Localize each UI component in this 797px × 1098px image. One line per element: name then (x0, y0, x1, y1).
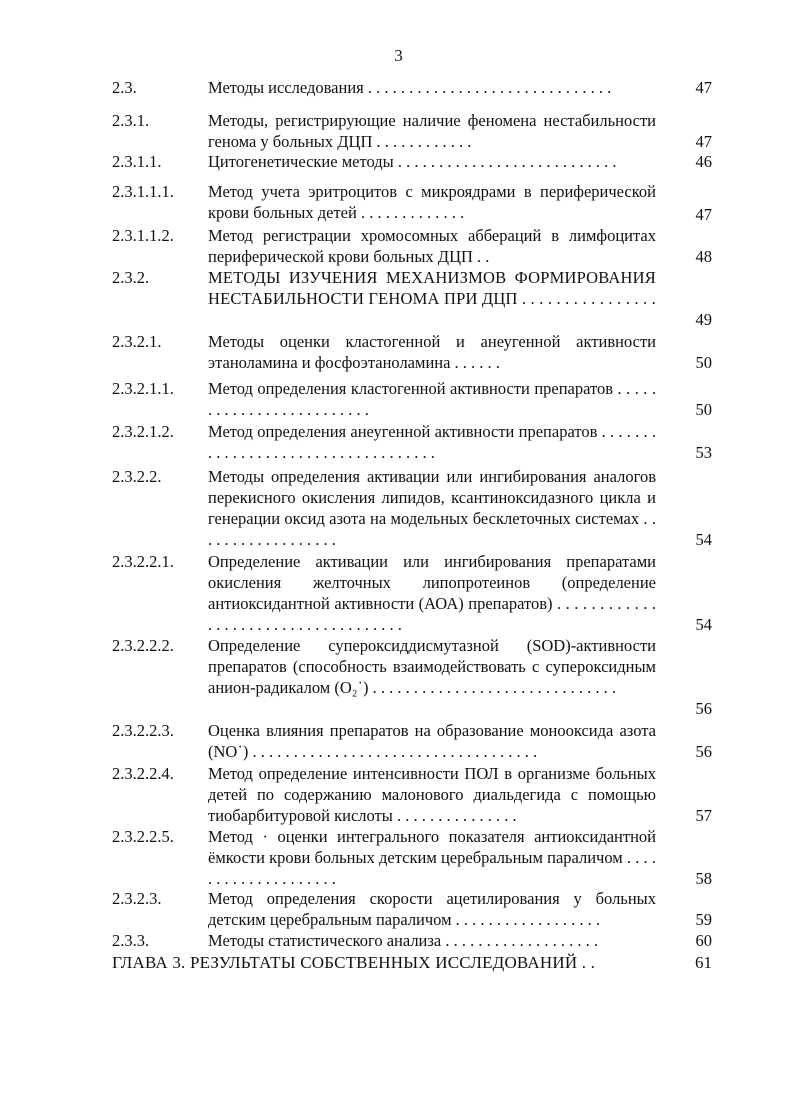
section-page: 49 (695, 310, 712, 329)
section-number: 2.3.2.1.1. (112, 379, 174, 398)
section-title: Цитогенетические методы . . . . . . . . . . . . . . . . . . . . . . . . . . . (208, 152, 617, 171)
section-title: Метод определение интенсивности ПОЛ в организме больных детей по содержанию малонового диальдегида с помощью тиобарбитуровой кислоты . . . . . . . . . . . . . . . (208, 764, 656, 825)
section-page: 53 (695, 443, 712, 462)
section-number: 2.3.2.1. (112, 332, 162, 351)
section-page: 47 (695, 78, 712, 97)
section-title: Определение активации или ингибирования препаратами окисления желточных липопротеинов (определение антиоксидантной активности (АОА) препаратов) . . . . . . . . . . . . . . . . . . . . . . . . . . . . . . . . . . . . (208, 552, 656, 634)
section-page: 58 (695, 869, 712, 888)
section-page: 48 (695, 247, 712, 266)
section-page: 57 (695, 806, 712, 825)
section-number: 2.3.1.1.2. (112, 226, 174, 245)
page-number: 3 (394, 46, 403, 65)
section-page: 50 (695, 353, 712, 372)
section-number: 2.3.2.1.2. (112, 422, 174, 441)
section-page: 54 (695, 615, 712, 634)
section-number: 2.3.2.2.3. (112, 721, 174, 740)
section-title: Метод определения скорости ацетилирования у больных детским церебральным параличом . . . . . . . . . . . . . . . . . . (208, 889, 656, 929)
section-title: Методы исследования . . . . . . . . . . . . . . . . . . . . . . . . . . . . . . (208, 78, 612, 97)
section-number: 2.3.2.2. (112, 467, 162, 486)
section-page: 47 (695, 205, 712, 224)
section-title: Метод учета эритроцитов с микроядрами в периферической крови больных детей . . . . . . . . . . . . . (208, 182, 656, 222)
section-number: 2.3.2. (112, 268, 150, 287)
chapter-page: 61 (695, 953, 712, 972)
section-title: Оценка влияния препаратов на образование монооксида азота (NO˙) . . . . . . . . . . . . . . . . . . . . . . . . . . . . . . . . . . . (208, 721, 656, 761)
section-number: 2.3.2.2.4. (112, 764, 174, 783)
section-number: 2.3.2.2.5. (112, 827, 174, 846)
section-title: МЕТОДЫ ИЗУЧЕНИЯ МЕХАНИЗМОВ ФОРМИРОВАНИЯ НЕСТАБИЛЬНОСТИ ГЕНОМА ПРИ ДЦП . . . . . . . . . . . . . . . . (208, 268, 656, 308)
section-page: 46 (695, 152, 712, 171)
section-page: 47 (695, 132, 712, 151)
chapter-title: ГЛАВА 3. РЕЗУЛЬТАТЫ СОБСТВЕННЫХ ИССЛЕДОВАНИЙ . . (112, 953, 596, 972)
section-title: Метод регистрации хромосомных абберaций в лимфоцитах периферической крови больных ДЦП . . (208, 226, 656, 266)
section-number: 2.3.1.1.1. (112, 182, 174, 201)
section-page: 60 (695, 931, 712, 950)
section-number: 2.3.1.1. (112, 152, 162, 171)
section-page: 59 (695, 910, 712, 929)
section-title: Методы определения активации или ингибирования аналогов перекисного окисления липидов, ксантиноксидазного цикла и генерации оксид азота на модельных бесклеточных системах . . . . . . . . . . . . . . . . . . (208, 467, 656, 549)
section-page: 56 (695, 742, 712, 761)
section-title: Методы статистического анализа . . . . . . . . . . . . . . . . . . . (208, 931, 598, 950)
section-page: 56 (695, 699, 712, 718)
section-title: Методы, регистрирующие наличие феномена нестабильности генома у больных ДЦП . . . . . . . . . . . . (208, 111, 656, 151)
section-page: 54 (695, 530, 712, 549)
section-title: Метод определения анеугенной активности препаратов . . . . . . . . . . . . . . . . . . . . . . . . . . . . . . . . . . . (208, 422, 656, 462)
section-page: 50 (695, 400, 712, 419)
section-title: Метод определения кластогенной активности препаратов . . . . . . . . . . . . . . . . . . . . . . . . . (208, 379, 656, 419)
section-number: 2.3.3. (112, 931, 150, 950)
section-title: Методы оценки кластогенной и анеугенной активности этаноламина и фосфоэтаноламина . . . . . . (208, 332, 656, 372)
section-title: Определение супероксиддисмутазной (SOD)-активности препаратов (способность взаимодействовать с супероксидным анион-радикалом (O₂˙) . . . . . . . . . . . . . . . . . . . . . . . . . . . . . . (208, 636, 656, 697)
section-number: 2.3.2.2.2. (112, 636, 174, 655)
section-number: 2.3. (112, 78, 137, 97)
section-number: 2.3.2.2.1. (112, 552, 174, 571)
section-title: Метод · оценки интегрального показателя антиоксидантной ёмкости крови больных детским церебральным параличом . . . . . . . . . . . . . . . . . . . . (208, 827, 656, 888)
section-number: 2.3.2.3. (112, 889, 162, 908)
section-number: 2.3.1. (112, 111, 150, 130)
